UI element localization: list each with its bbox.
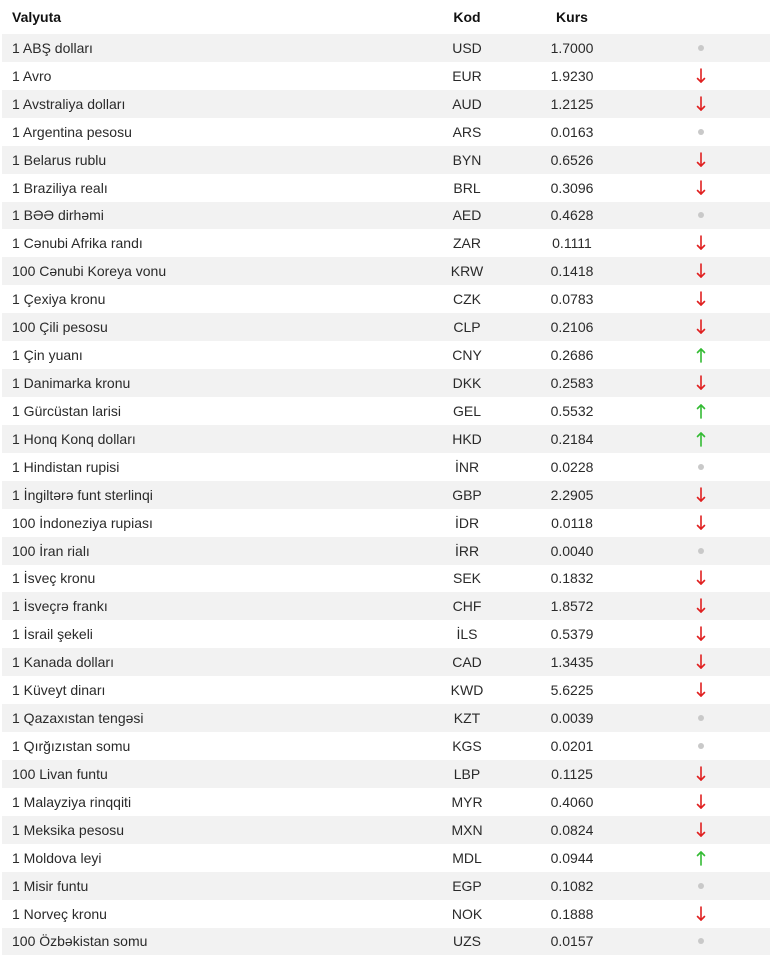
trend-cell <box>632 794 770 810</box>
currency-rate: 0.5379 <box>550 626 594 643</box>
trend-cell <box>632 598 770 614</box>
trend-cell <box>632 347 770 363</box>
trend-cell <box>632 626 770 642</box>
arrow-down-icon <box>696 654 706 670</box>
currency-name: 1 Çexiya kronu <box>12 291 106 308</box>
currency-code: MXN <box>451 821 483 838</box>
arrow-down-icon <box>696 152 706 168</box>
currency-rate: 0.1111 <box>552 235 592 252</box>
table-row <box>2 202 770 230</box>
table-body <box>2 34 770 955</box>
currency-name: 100 İndoneziya rupiası <box>12 514 153 531</box>
trend-cell <box>632 850 770 866</box>
currency-name: 1 İngiltərə funt sterlinqi <box>12 486 153 503</box>
arrow-down-icon <box>696 487 706 503</box>
arrow-down-icon <box>696 235 706 251</box>
currency-rate: 0.2106 <box>550 319 594 336</box>
trend-cell <box>632 515 770 531</box>
currency-code: CZK <box>453 291 481 308</box>
arrow-down-icon <box>696 180 706 196</box>
table-row <box>2 676 770 704</box>
currency-rate: 0.1832 <box>550 570 594 587</box>
arrow-down-icon <box>696 906 706 922</box>
table-row <box>2 62 770 90</box>
table-row <box>2 313 770 341</box>
trend-cell <box>632 570 770 586</box>
currency-code: BYN <box>452 151 482 168</box>
currency-rate: 0.3096 <box>550 179 594 196</box>
arrow-down-icon <box>696 766 706 782</box>
neutral-dot-icon <box>698 129 704 135</box>
currency-name: 1 Avro <box>12 67 52 84</box>
table-row <box>2 760 770 788</box>
header-code: Kod <box>453 9 481 25</box>
table-row <box>2 229 770 257</box>
currency-rate: 1.2125 <box>550 95 594 112</box>
currency-code: SEK <box>452 570 481 587</box>
currency-name: 1 Meksika pesosu <box>12 821 125 838</box>
currency-name: 1 Honq Konq dolları <box>12 430 136 447</box>
arrow-up-icon <box>696 431 706 447</box>
table-row <box>2 732 770 760</box>
currency-name: 1 İsveçrə frankı <box>12 598 108 615</box>
currency-name: 1 Kanada dolları <box>12 654 114 671</box>
table-row <box>2 341 770 369</box>
table-row <box>2 146 770 174</box>
trend-cell <box>632 715 770 721</box>
neutral-dot-icon <box>698 464 704 470</box>
table-row <box>2 509 770 537</box>
currency-name: 1 Qırğızıstan somu <box>12 738 131 754</box>
trend-cell <box>632 96 770 112</box>
arrow-down-icon <box>696 263 706 279</box>
trend-cell <box>632 319 770 335</box>
currency-code: NOK <box>451 905 483 922</box>
table-row <box>2 844 770 872</box>
table-row <box>2 425 770 453</box>
trend-cell <box>632 212 770 218</box>
currency-rate: 0.1082 <box>550 877 594 894</box>
table-row <box>2 788 770 816</box>
currency-rate: 1.8572 <box>550 598 594 615</box>
arrow-down-icon <box>696 626 706 642</box>
currency-code: İNR <box>454 458 480 475</box>
currency-rate: 0.0944 <box>550 849 594 866</box>
currency-rate: 1.7000 <box>550 39 594 56</box>
trend-cell <box>632 180 770 196</box>
table-row <box>2 620 770 648</box>
currency-rate: 2.2905 <box>550 486 594 503</box>
currency-rate: 0.0163 <box>550 123 594 140</box>
trend-cell <box>632 766 770 782</box>
currency-rate: 0.1888 <box>550 905 594 922</box>
currency-code: İRR <box>454 542 480 559</box>
currency-rate: 1.3435 <box>550 654 594 671</box>
trend-cell <box>632 403 770 419</box>
currency-code: GEL <box>452 402 481 419</box>
currency-code: MDL <box>452 849 482 866</box>
currency-code: İDR <box>454 514 480 531</box>
currency-rate: 0.6526 <box>550 151 594 168</box>
table-row <box>2 481 770 509</box>
currency-code: ARS <box>452 123 482 140</box>
currency-rate: 0.0783 <box>550 291 594 308</box>
table-row <box>2 90 770 118</box>
currency-name: 100 Çili pesosu <box>12 319 108 336</box>
currency-name: 1 Gürcüstan larisi <box>12 402 121 419</box>
trend-cell <box>632 431 770 447</box>
currency-code: DKK <box>452 375 482 392</box>
arrow-down-icon <box>696 291 706 307</box>
table-header <box>2 0 770 34</box>
currency-name: 1 Belarus rublu <box>12 151 107 168</box>
currency-name: 1 Argentina pesosu <box>12 123 132 140</box>
currency-name: 1 Qazaxıstan tengəsi <box>12 710 144 727</box>
currency-rates-table <box>2 0 770 955</box>
trend-cell <box>632 682 770 698</box>
arrow-down-icon <box>696 515 706 531</box>
currency-code: KZT <box>453 710 481 727</box>
arrow-down-icon <box>696 96 706 112</box>
currency-rate: 0.0228 <box>550 458 594 475</box>
neutral-dot-icon <box>698 743 704 749</box>
arrow-down-icon <box>696 822 706 838</box>
currency-code: KGS <box>452 738 482 754</box>
trend-cell <box>632 68 770 84</box>
currency-name: 1 Hindistan rupisi <box>12 458 120 475</box>
currency-code: USD <box>452 39 482 56</box>
currency-rate: 0.5532 <box>550 402 594 419</box>
table-row <box>2 397 770 425</box>
currency-name: 100 Cənubi Koreya vonu <box>12 263 167 280</box>
currency-rate: 0.1418 <box>550 263 594 280</box>
table-row <box>2 257 770 285</box>
trend-cell <box>632 129 770 135</box>
currency-code: CHF <box>452 598 482 615</box>
arrow-down-icon <box>696 68 706 84</box>
currency-name: 1 Norveç kronu <box>12 905 107 922</box>
currency-code: BRL <box>453 179 481 196</box>
header-rate: Kurs <box>556 9 588 25</box>
table-row <box>2 565 770 593</box>
currency-code: CLP <box>453 319 481 336</box>
table-row <box>2 118 770 146</box>
currency-code: İLS <box>456 626 478 643</box>
table-row <box>2 174 770 202</box>
currency-name: 1 İsrail şekeli <box>12 626 93 643</box>
neutral-dot-icon <box>698 548 704 554</box>
neutral-dot-icon <box>698 883 704 889</box>
trend-cell <box>632 487 770 503</box>
table-row <box>2 592 770 620</box>
neutral-dot-icon <box>698 212 704 218</box>
header-currency: Valyuta <box>12 9 62 25</box>
currency-code: MYR <box>451 793 483 810</box>
currency-code: EUR <box>452 67 482 84</box>
currency-name: 1 Çin yuanı <box>12 347 83 364</box>
currency-rate: 0.4628 <box>550 207 594 224</box>
trend-cell <box>632 291 770 307</box>
trend-cell <box>632 464 770 470</box>
arrow-down-icon <box>696 319 706 335</box>
arrow-down-icon <box>696 598 706 614</box>
neutral-dot-icon <box>698 715 704 721</box>
trend-cell <box>632 743 770 749</box>
table-row <box>2 900 770 928</box>
currency-code: HKD <box>452 430 482 447</box>
currency-name: 1 BƏƏ dirhəmi <box>12 207 104 224</box>
currency-rate: 0.2686 <box>550 347 594 364</box>
trend-cell <box>632 45 770 51</box>
currency-code: GBP <box>452 486 482 503</box>
currency-rate: 0.0040 <box>550 542 594 559</box>
currency-code: KWD <box>450 682 484 699</box>
currency-code: AED <box>452 207 482 224</box>
table-row <box>2 537 770 565</box>
currency-name: 1 Misir funtu <box>12 877 89 894</box>
currency-rate: 0.0039 <box>550 710 594 727</box>
currency-code: ZAR <box>453 235 481 252</box>
currency-code: EGP <box>452 877 482 894</box>
neutral-dot-icon <box>698 45 704 51</box>
table-row <box>2 369 770 397</box>
currency-name: 1 Braziliya realı <box>12 179 108 196</box>
arrow-down-icon <box>696 375 706 391</box>
table-row <box>2 285 770 313</box>
currency-name: 1 Danimarka kronu <box>12 375 131 392</box>
currency-rate: 0.4060 <box>550 793 594 810</box>
trend-cell <box>632 152 770 168</box>
currency-rate: 0.1125 <box>551 765 593 782</box>
currency-name: 1 Malayziya rinqqiti <box>12 793 132 810</box>
currency-name: 1 Avstraliya dolları <box>12 95 126 112</box>
trend-cell <box>632 938 770 944</box>
neutral-dot-icon <box>698 938 704 944</box>
trend-cell <box>632 235 770 251</box>
currency-code: LBP <box>453 765 481 782</box>
currency-rate: 0.0118 <box>551 514 593 531</box>
currency-name: 1 ABŞ dolları <box>12 39 93 56</box>
trend-cell <box>632 883 770 889</box>
currency-rate: 5.6225 <box>550 682 594 699</box>
currency-rate: 0.0157 <box>550 933 594 950</box>
arrow-down-icon <box>696 682 706 698</box>
currency-name: 1 Küveyt dinarı <box>12 682 106 699</box>
arrow-up-icon <box>696 403 706 419</box>
currency-code: KRW <box>450 263 484 280</box>
arrow-down-icon <box>696 570 706 586</box>
currency-name: 1 İsveç kronu <box>12 570 96 587</box>
trend-cell <box>632 654 770 670</box>
trend-cell <box>632 375 770 391</box>
currency-rate: 0.0201 <box>550 738 594 754</box>
currency-name: 100 Livan funtu <box>12 765 108 782</box>
table-row <box>2 816 770 844</box>
trend-cell <box>632 263 770 279</box>
currency-name: 1 Cənubi Afrika randı <box>12 235 143 252</box>
table-row <box>2 928 770 956</box>
trend-cell <box>632 906 770 922</box>
currency-rate: 1.9230 <box>550 67 594 84</box>
table-row <box>2 34 770 62</box>
currency-rate: 0.2583 <box>550 375 594 392</box>
currency-code: CAD <box>452 654 482 671</box>
trend-cell <box>632 548 770 554</box>
currency-code: AUD <box>452 95 482 112</box>
currency-code: CNY <box>452 347 482 364</box>
trend-cell <box>632 822 770 838</box>
currency-name: 100 Özbəkistan somu <box>12 933 148 950</box>
table-row <box>2 872 770 900</box>
arrow-up-icon <box>696 347 706 363</box>
currency-name: 100 İran rialı <box>12 542 90 559</box>
currency-name: 1 Moldova leyi <box>12 849 102 866</box>
table-row <box>2 648 770 676</box>
arrow-down-icon <box>696 794 706 810</box>
arrow-up-icon <box>696 850 706 866</box>
currency-rate: 0.2184 <box>550 430 594 447</box>
currency-rate: 0.0824 <box>550 821 594 838</box>
table-row <box>2 704 770 732</box>
table-row <box>2 453 770 481</box>
currency-code: UZS <box>453 933 481 950</box>
